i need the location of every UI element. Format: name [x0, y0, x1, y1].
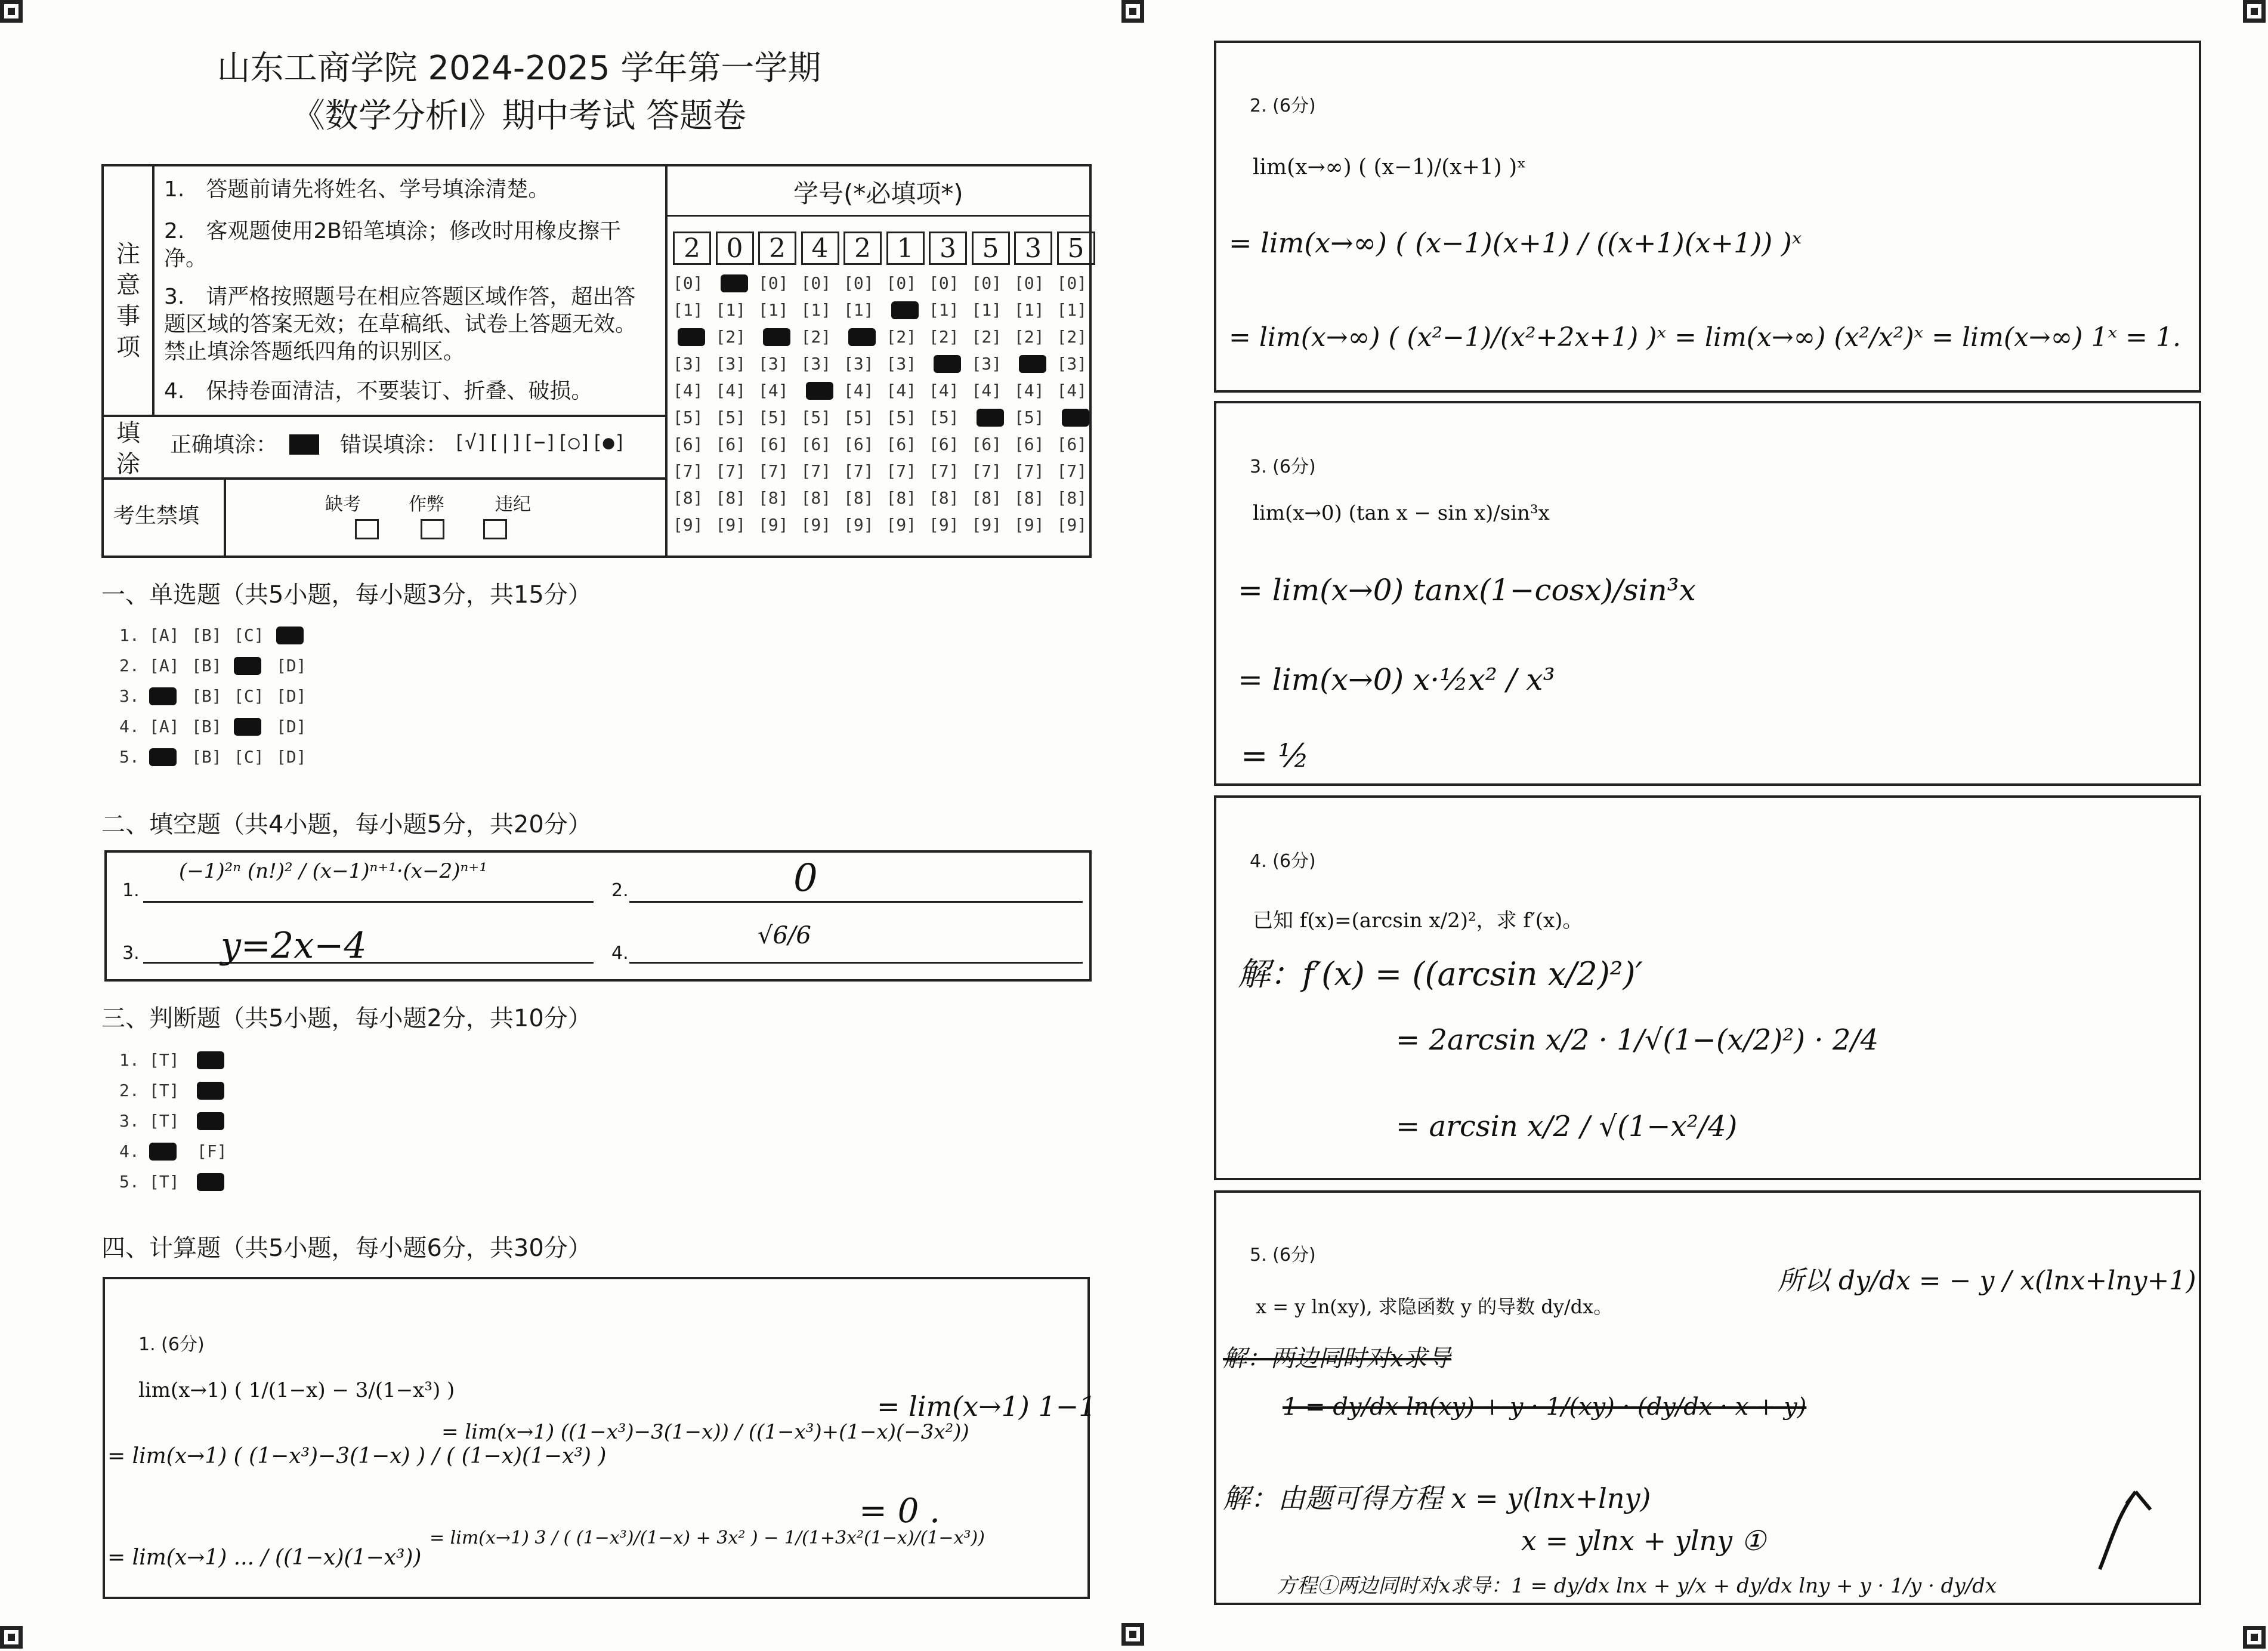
student-id-bubble[interactable]: [9]	[801, 515, 832, 535]
student-id-digit-box[interactable]: 5	[972, 232, 1010, 265]
student-id-bubble-filled[interactable]	[763, 328, 790, 346]
true-false-number: 1.	[119, 1050, 140, 1070]
corner-marker-tr	[2243, 0, 2266, 23]
student-id-label: 学号(*必填项*)	[793, 179, 963, 208]
student-id-bubble[interactable]: [8]	[886, 488, 917, 508]
forbid-cheat-checkbox[interactable]	[421, 519, 444, 539]
student-id-bubble[interactable]: [4]	[843, 381, 874, 400]
true-false-bubble[interactable]: [T]	[149, 1111, 180, 1131]
student-id-bubble[interactable]: [9]	[886, 515, 917, 535]
student-id-bubble[interactable]: [1]	[971, 300, 1002, 320]
student-id-bubble[interactable]: [7]	[886, 461, 917, 481]
student-id-bubble[interactable]: [6]	[801, 434, 832, 454]
true-false-bubble-filled[interactable]	[197, 1051, 224, 1069]
section-calculation-title: 四、计算题（共5小题，每小题6分，共30分）	[101, 1235, 592, 1262]
student-id-bubble[interactable]: [9]	[843, 515, 874, 535]
student-id-bubble[interactable]: [9]	[673, 515, 703, 535]
student-id-bubble[interactable]: [6]	[1014, 434, 1045, 454]
student-id-bubble[interactable]: [1]	[673, 300, 703, 320]
student-id-bubble[interactable]: [4]	[1014, 381, 1045, 400]
problem-2-label: 2. (6分)	[1250, 95, 1316, 116]
single-choice-bubble[interactable]: [B]	[191, 656, 222, 675]
problem-1-work-1: = lim(x→1) ( (1−x³)−3(1−x) ) / ( (1−x)(1−x³) )	[107, 1444, 607, 1468]
problem-5-work-1: 所以 dy/dx = − y / x(lnx+lny+1)	[1778, 1266, 2196, 1296]
student-id-bubble[interactable]: [9]	[929, 515, 959, 535]
student-id-bubble[interactable]: [0]	[1014, 273, 1045, 293]
true-false-bubble[interactable]: [F]	[197, 1141, 227, 1161]
problem-1-question: lim(x→1) ( 1/(1−x) − 3/(1−x³) )	[138, 1378, 455, 1402]
problem-2-question: lim(x→∞) ( (x−1)/(x+1) )ˣ	[1253, 155, 1527, 180]
corner-marker-bc	[1121, 1623, 1144, 1646]
problem-4-label: 4. (6分)	[1250, 851, 1316, 872]
section-true-false-title: 三、判断题（共5小题，每小题2分，共10分）	[101, 1005, 592, 1032]
student-id-bubble[interactable]: [0]	[886, 273, 917, 293]
single-choice-bubble-filled[interactable]	[149, 748, 177, 766]
section-fill-blank-title: 二、填空题（共4小题，每小题5分，共20分）	[101, 811, 592, 838]
student-id-bubble[interactable]: [1]	[929, 300, 959, 320]
problem-5-work-6: 方程①两边同时对x求导：1 = dy/dx lnx + y/x + dy/dx lny + y · 1/y · dy/dx	[1277, 1574, 1997, 1598]
blank-3-label: 3.	[122, 943, 140, 964]
arrow-mark-icon	[2094, 1468, 2165, 1575]
student-id-bubble[interactable]: [8]	[758, 488, 789, 508]
single-choice-bubble[interactable]: [A]	[149, 625, 180, 645]
problem-1-work-4: = lim(x→1) 3 / ( (1−x³)/(1−x) + 3x² ) − 1/(1+3x²(1−x)/(1−x³))	[430, 1527, 985, 1548]
problem-1-work-3: = lim(x→1) ((1−x³)−3(1−x)) / ((1−x³)+(1−x)(−3x²))	[441, 1420, 969, 1444]
problem-4-work-1: 解：f′(x) = ((arcsin x/2)²)′	[1238, 955, 1643, 993]
corner-marker-tc	[1121, 0, 1144, 23]
student-id-bubble[interactable]: [1]	[715, 300, 746, 320]
problem-2-work-2: = lim(x→∞) ( (x²−1)/(x²+2x+1) )ˣ = lim(x→∞) (x²/x²)ˣ = lim(x→∞) 1ˣ = 1.	[1229, 322, 2181, 353]
student-id-bubble[interactable]: [8]	[971, 488, 1002, 508]
student-id-bubble[interactable]: [7]	[1056, 461, 1087, 481]
true-false-number: 2.	[119, 1081, 140, 1100]
true-false-bubble-filled[interactable]	[149, 1143, 177, 1161]
notes-label: 注意事项	[116, 240, 140, 361]
student-id-bubble-filled[interactable]	[721, 274, 748, 292]
problem-5-work-3: 1 = dy/dx ln(xy) + y · 1/(xy) · (dy/dx · x + y)	[1283, 1393, 1807, 1421]
problem-1-work-6: = 0 .	[859, 1492, 940, 1530]
student-id-bubble[interactable]: [6]	[758, 434, 789, 454]
forbid-cheat-label: 作弊	[409, 494, 444, 515]
student-id-bubble[interactable]: [8]	[801, 488, 832, 508]
student-id-bubble[interactable]: [5]	[1014, 408, 1045, 427]
problem-5-work-2: 解：两边同时对x求导	[1223, 1345, 1451, 1372]
single-choice-bubble-filled[interactable]	[234, 657, 261, 675]
student-id-bubble[interactable]: [3]	[758, 354, 789, 374]
student-id-bubble[interactable]: [4]	[715, 381, 746, 400]
student-id-bubble[interactable]: [1]	[1014, 300, 1045, 320]
student-id-bubble[interactable]: [0]	[1056, 273, 1087, 293]
student-id-digit-box[interactable]: 2	[843, 232, 882, 265]
problem-5-question: x = y ln(xy), 求隐函数 y 的导数 dy/dx。	[1256, 1295, 1613, 1318]
student-id-bubble[interactable]: [6]	[843, 434, 874, 454]
student-id-bubble-filled[interactable]	[678, 328, 705, 346]
problem-5-label: 5. (6分)	[1250, 1245, 1316, 1266]
true-false-number: 3.	[119, 1111, 140, 1131]
student-id-bubble[interactable]: [7]	[673, 461, 703, 481]
single-choice-bubble-filled[interactable]	[234, 718, 261, 736]
fill-label: 填涂	[116, 419, 140, 478]
single-choice-number: 2.	[119, 656, 140, 675]
student-id-bubble[interactable]: [5]	[886, 408, 917, 427]
student-id-bubble[interactable]: [7]	[715, 461, 746, 481]
student-id-bubble[interactable]: [8]	[715, 488, 746, 508]
true-false-bubble[interactable]: [T]	[149, 1081, 180, 1100]
student-id-bubble[interactable]: [8]	[673, 488, 703, 508]
student-id-bubble[interactable]: [4]	[886, 381, 917, 400]
problem-3-question: lim(x→0) (tan x − sin x)/sin³x	[1253, 501, 1550, 525]
note-item-2: 2. 客观题使用2B铅笔填涂；修改时用橡皮擦干净。	[164, 219, 621, 271]
student-id-bubble[interactable]: [3]	[1056, 354, 1087, 374]
blank-1-label: 1.	[122, 880, 140, 901]
student-id-bubble[interactable]: [7]	[1014, 461, 1045, 481]
student-id-digit-box[interactable]: 2	[758, 232, 796, 265]
student-id-bubble[interactable]: [5]	[843, 408, 874, 427]
student-id-bubble[interactable]: [4]	[971, 381, 1002, 400]
note-item-1: 1. 答题前请先将姓名、学号填涂清楚。	[164, 177, 550, 202]
problem-5-work-5: x = ylnx + ylny ①	[1521, 1525, 1766, 1557]
fill-correct-text: 正确填涂：	[170, 433, 278, 457]
problem-3-work-2: = lim(x→0) x·½x² / x³	[1238, 662, 1555, 697]
single-choice-bubble[interactable]: [B]	[191, 717, 222, 736]
student-id-bubble[interactable]: [4]	[758, 381, 789, 400]
single-choice-bubble-filled[interactable]	[276, 627, 304, 644]
forbid-violation-label: 违纪	[495, 494, 531, 515]
single-choice-number: 5.	[119, 747, 140, 767]
student-id-bubble[interactable]: [0]	[971, 273, 1002, 293]
page-title-line2: 《数学分析Ⅰ》期中考试 答题卷	[291, 97, 747, 135]
student-id-bubble[interactable]: [2]	[715, 327, 746, 347]
student-id-digit-box[interactable]: 2	[673, 232, 711, 265]
student-id-digit-box[interactable]: 3	[1014, 232, 1052, 265]
problem-3-work-3: = ½	[1241, 737, 1309, 774]
student-id-bubble[interactable]: [3]	[971, 354, 1002, 374]
student-id-bubble-filled[interactable]	[806, 382, 833, 400]
student-id-digit-box[interactable]: 1	[886, 232, 925, 265]
blank-1-answer: (−1)²ⁿ (n!)² / (x−1)ⁿ⁺¹·(x−2)ⁿ⁺¹	[179, 859, 487, 883]
student-id-digit-box[interactable]: 0	[716, 232, 754, 265]
student-id-bubble[interactable]: [3]	[715, 354, 746, 374]
student-id-bubble[interactable]: [3]	[801, 354, 832, 374]
student-id-bubble[interactable]: [6]	[1056, 434, 1087, 454]
student-id-bubble[interactable]: [2]	[929, 327, 959, 347]
single-choice-number: 4.	[119, 717, 140, 736]
problem-1-label: 1. (6分)	[138, 1334, 205, 1355]
problem-3-work-1: = lim(x→0) tanx(1−cosx)/sin³x	[1238, 573, 1696, 607]
student-id-bubble[interactable]: [6]	[929, 434, 959, 454]
student-id-bubble[interactable]: [5]	[715, 408, 746, 427]
blank-4-label: 4.	[611, 943, 629, 964]
student-id-bubble[interactable]: [2]	[1056, 327, 1087, 347]
student-id-bubble[interactable]: [1]	[801, 300, 832, 320]
blank-2-label: 2.	[611, 880, 629, 901]
student-id-bubble[interactable]: [7]	[929, 461, 959, 481]
student-id-bubble[interactable]: [9]	[1014, 515, 1045, 535]
student-id-bubble[interactable]: [2]	[801, 327, 832, 347]
student-id-bubble[interactable]: [0]	[843, 273, 874, 293]
single-choice-bubble[interactable]: [D]	[276, 717, 307, 736]
student-id-digit-box[interactable]: 3	[929, 232, 967, 265]
student-id-digit-box[interactable]: 5	[1057, 232, 1095, 265]
student-id-bubble[interactable]: [4]	[929, 381, 959, 400]
student-id-bubble[interactable]: [8]	[843, 488, 874, 508]
forbid-absent-label: 缺考	[325, 494, 361, 515]
student-id-bubble[interactable]: [6]	[971, 434, 1002, 454]
student-id-bubble[interactable]: [4]	[673, 381, 703, 400]
student-id-bubble[interactable]: [7]	[801, 461, 832, 481]
student-id-bubble[interactable]: [0]	[758, 273, 789, 293]
student-id-bubble[interactable]: [3]	[886, 354, 917, 374]
note-item-3: 3. 请严格按照题号在相应答题区域作答，超出答题区域的答案无效；在草稿纸、试卷上答题无效。禁止填涂答题纸四角的识别区。	[164, 285, 637, 364]
student-id-bubble-filled[interactable]	[1062, 409, 1089, 427]
single-choice-bubble[interactable]: [C]	[234, 747, 264, 767]
student-id-bubble[interactable]: [8]	[929, 488, 959, 508]
student-id-bubble[interactable]: [8]	[1014, 488, 1045, 508]
forbid-absent-checkbox[interactable]	[355, 519, 379, 539]
fill-correct-sample	[289, 434, 319, 455]
problem-5-work-4: 解：由题可得方程 x = y(lnx+lny)	[1223, 1482, 1651, 1514]
student-id-bubble[interactable]: [5]	[673, 408, 703, 427]
problem-1-work-5: = lim(x→1) 1−1	[877, 1390, 1096, 1422]
student-id-bubble[interactable]: [2]	[971, 327, 1002, 347]
problem-2-work-1: = lim(x→∞) ( (x−1)(x+1) / ((x+1)(x+1)) )ˣ	[1229, 227, 1802, 259]
single-choice-bubble[interactable]: [B]	[191, 747, 222, 767]
single-choice-bubble-filled[interactable]	[149, 687, 177, 705]
student-id-bubble[interactable]: [2]	[1014, 327, 1045, 347]
true-false-bubble-filled[interactable]	[197, 1173, 224, 1191]
student-id-bubble[interactable]: [7]	[758, 461, 789, 481]
student-id-bubble[interactable]: [2]	[886, 327, 917, 347]
single-choice-bubble[interactable]: [A]	[149, 717, 180, 736]
student-id-bubble[interactable]: [9]	[758, 515, 789, 535]
student-id-bubble[interactable]: [3]	[843, 354, 874, 374]
student-id-bubble[interactable]: [6]	[673, 434, 703, 454]
single-choice-bubble[interactable]: [D]	[276, 747, 307, 767]
student-id-bubble[interactable]: [0]	[801, 273, 832, 293]
student-id-bubble[interactable]: [0]	[929, 273, 959, 293]
student-id-digit-box[interactable]: 4	[801, 232, 839, 265]
problem-4-work-3: = arcsin x/2 / √(1−x²/4)	[1396, 1110, 1738, 1143]
section-single-choice-title: 一、单选题（共5小题，每小题3分，共15分）	[101, 581, 592, 609]
student-id-bubble[interactable]: [1]	[758, 300, 789, 320]
fill-wrong-text: 错误填涂：	[340, 433, 448, 457]
single-choice-bubble[interactable]: [D]	[276, 686, 307, 706]
student-id-bubble[interactable]: [7]	[843, 461, 874, 481]
corner-marker-br	[2243, 1626, 2266, 1649]
student-id-bubble[interactable]: [9]	[971, 515, 1002, 535]
true-false-bubble-filled[interactable]	[197, 1112, 224, 1130]
forbid-violation-checkbox[interactable]	[483, 519, 507, 539]
single-choice-bubble[interactable]: [B]	[191, 686, 222, 706]
blank-4-answer: √6/6	[758, 922, 811, 949]
student-id-bubble[interactable]: [0]	[673, 273, 703, 293]
single-choice-bubble[interactable]: [C]	[234, 625, 264, 645]
student-id-bubble-filled[interactable]	[977, 409, 1004, 427]
student-id-bubble-filled[interactable]	[934, 355, 961, 373]
student-id-bubble[interactable]: [7]	[971, 461, 1002, 481]
blank-2-answer: 0	[793, 856, 818, 900]
single-choice-bubble[interactable]: [D]	[276, 656, 307, 675]
student-id-bubble[interactable]: [9]	[1056, 515, 1087, 535]
page-title-line1: 山东工商学院 2024-2025 学年第一学期	[217, 49, 821, 88]
student-id-bubble[interactable]: [1]	[843, 300, 874, 320]
true-false-number: 5.	[119, 1172, 140, 1192]
fill-wrong-samples: [√][|][−][○][●]	[453, 431, 626, 453]
corner-marker-tl	[0, 0, 23, 23]
student-id-bubble[interactable]: [5]	[801, 408, 832, 427]
student-id-bubble-filled[interactable]	[891, 301, 919, 319]
single-choice-bubble[interactable]: [A]	[149, 656, 180, 675]
blank-3-answer: y=2x−4	[221, 925, 367, 967]
forbid-label: 考生禁填	[113, 504, 200, 528]
student-id-bubble[interactable]: [3]	[673, 354, 703, 374]
student-id-bubble[interactable]: [6]	[886, 434, 917, 454]
student-id-bubble[interactable]: [6]	[715, 434, 746, 454]
single-choice-number: 3.	[119, 686, 140, 706]
true-false-bubble[interactable]: [T]	[149, 1172, 180, 1192]
student-id-bubble[interactable]: [5]	[758, 408, 789, 427]
true-false-bubble[interactable]: [T]	[149, 1050, 180, 1070]
single-choice-bubble[interactable]: [B]	[191, 625, 222, 645]
single-choice-bubble[interactable]: [C]	[234, 686, 264, 706]
corner-marker-bl	[0, 1626, 23, 1649]
note-item-4: 4. 保持卷面清洁，不要装订、折叠、破损。	[164, 379, 593, 403]
problem-3-label: 3. (6分)	[1250, 456, 1316, 477]
problem-4-question: 已知 f(x)=(arcsin x/2)²，求 f′(x)。	[1253, 909, 1583, 933]
student-id-bubble-filled[interactable]	[848, 328, 876, 346]
student-id-bubble[interactable]: [9]	[715, 515, 746, 535]
problem-1-work-2: = lim(x→1) ... / ((1−x)(1−x³))	[107, 1545, 422, 1570]
student-id-bubble[interactable]: [4]	[1056, 381, 1087, 400]
single-choice-number: 1.	[119, 625, 140, 645]
student-id-bubble-filled[interactable]	[1019, 355, 1046, 373]
student-id-bubble[interactable]: [8]	[1056, 488, 1087, 508]
student-id-bubble[interactable]: [5]	[929, 408, 959, 427]
problem-4-work-2: = 2arcsin x/2 · 1/√(1−(x/2)²) · 2/4	[1396, 1023, 1879, 1057]
true-false-bubble-filled[interactable]	[197, 1082, 224, 1100]
true-false-number: 4.	[119, 1141, 140, 1161]
student-id-bubble[interactable]: [1]	[1056, 300, 1087, 320]
